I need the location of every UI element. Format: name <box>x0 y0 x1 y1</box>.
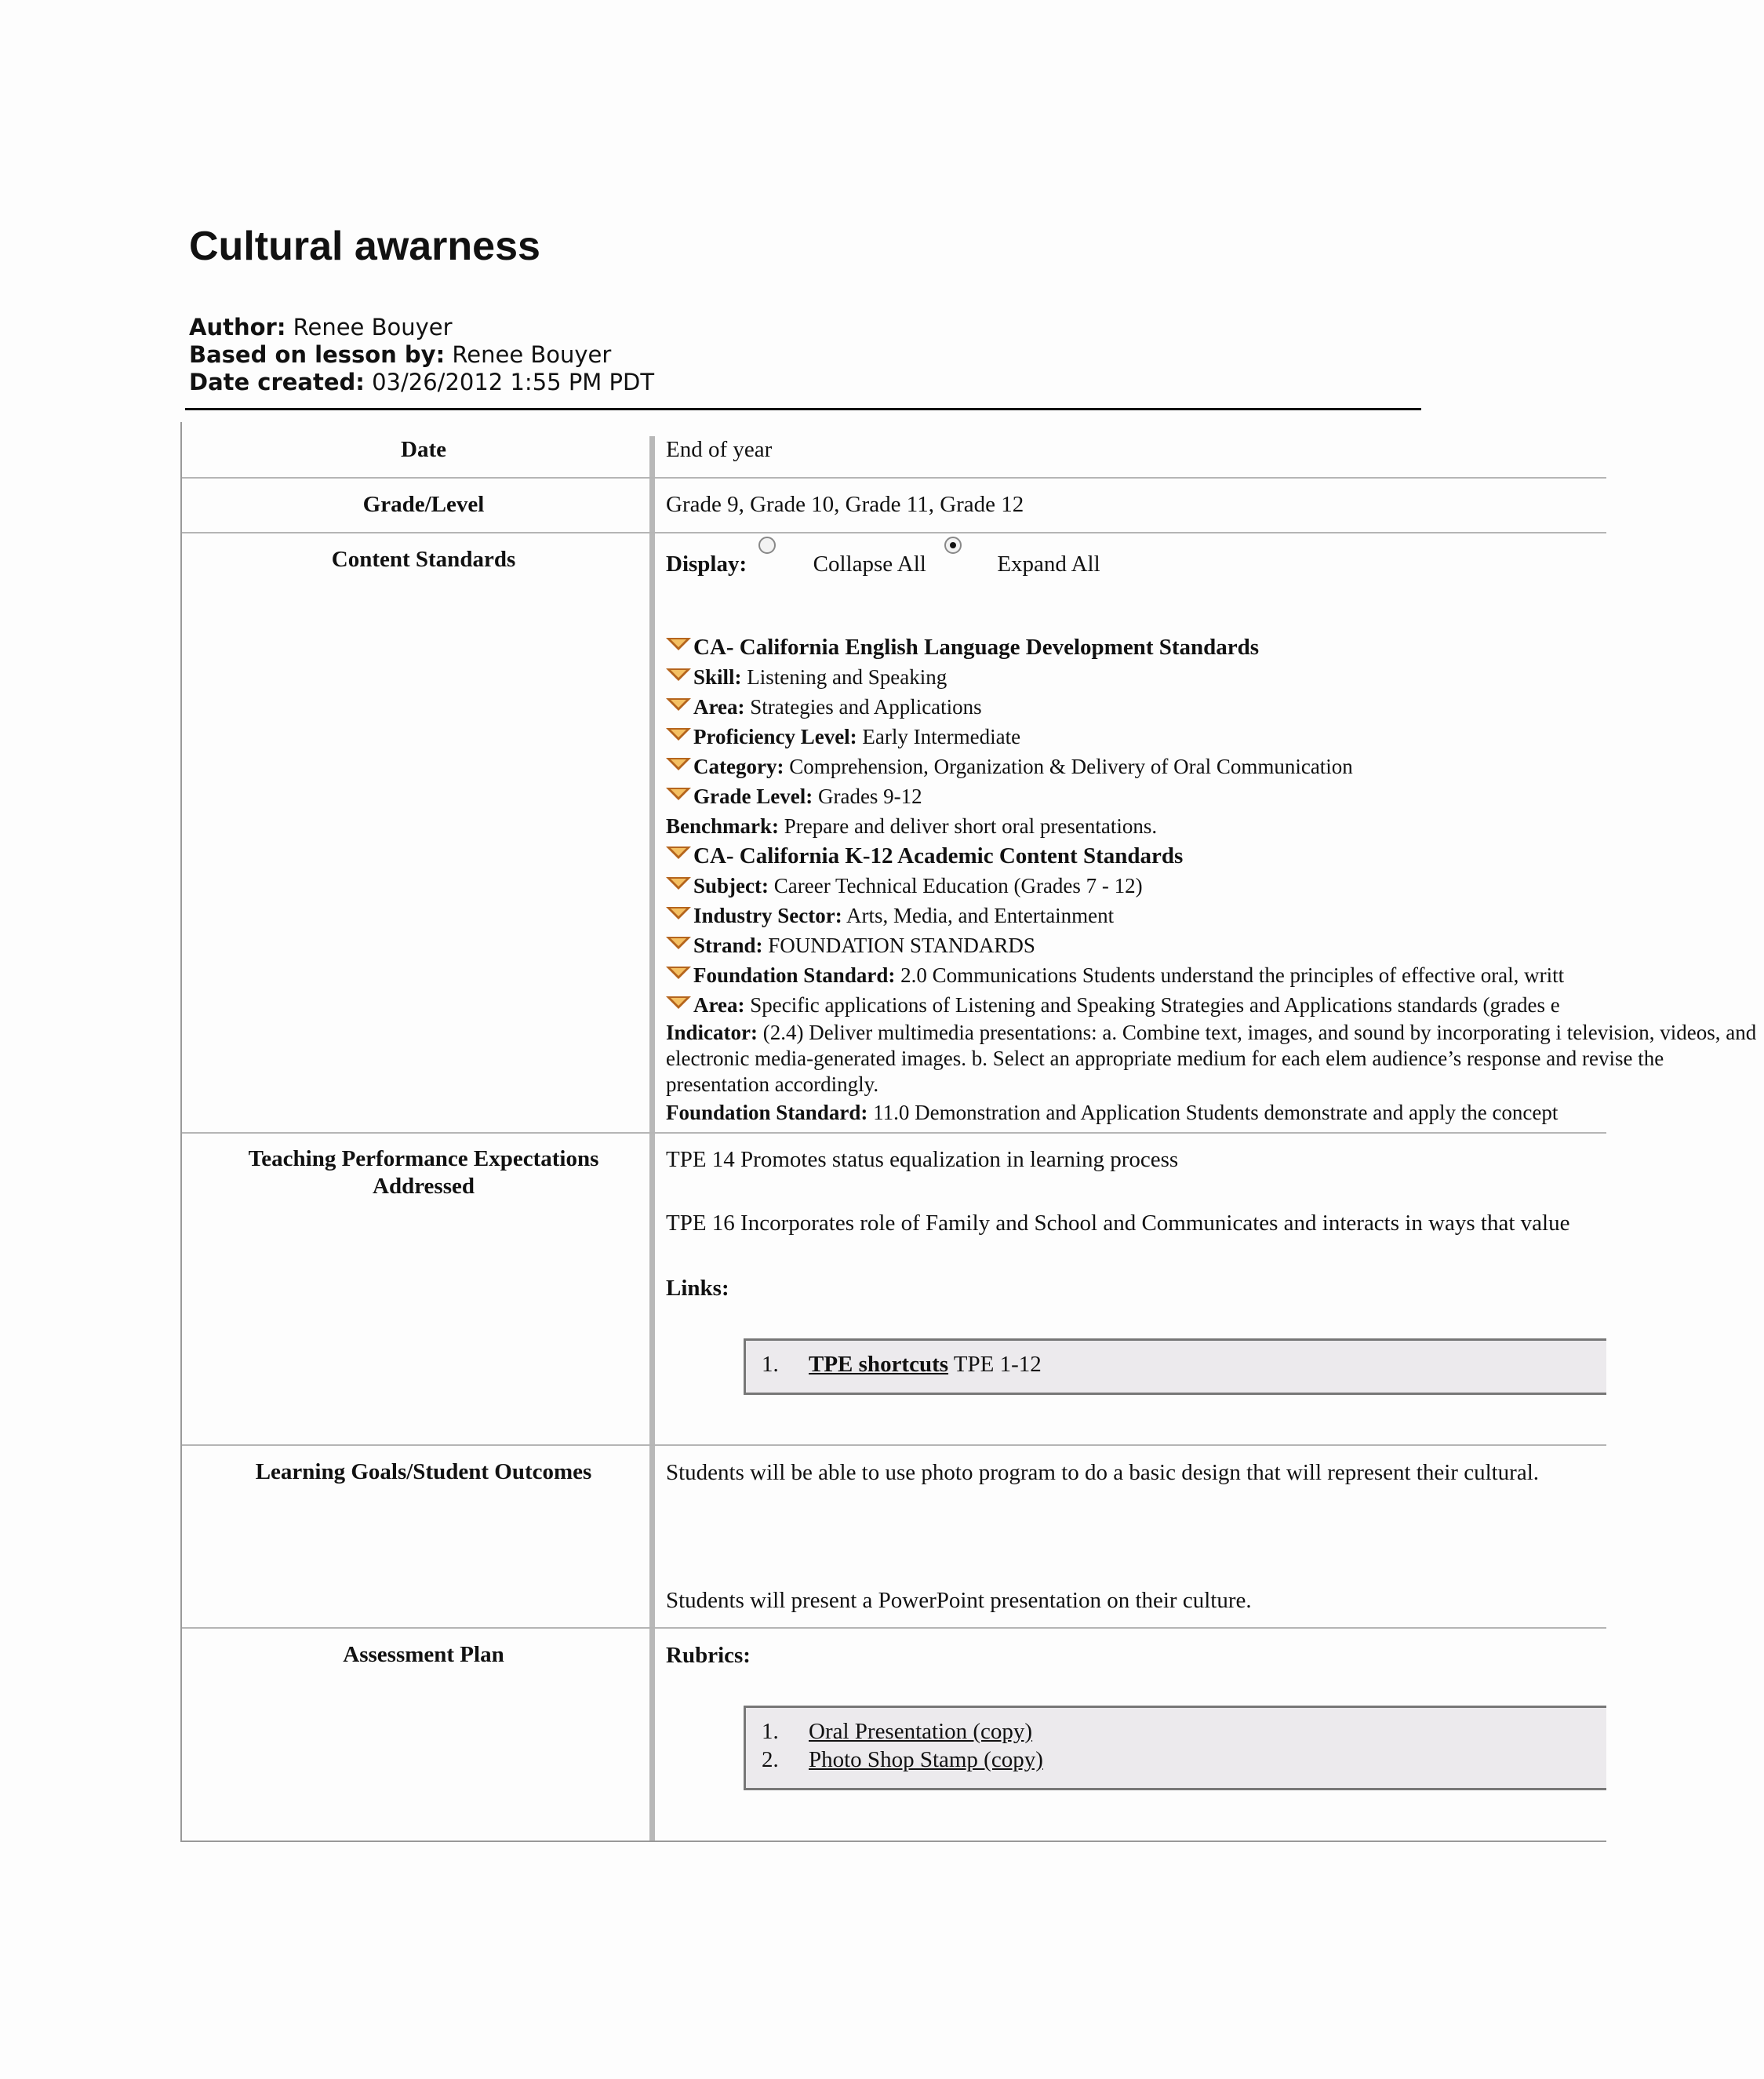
links-label: Links: <box>666 1276 729 1301</box>
expand-triangle-icon[interactable] <box>666 937 691 949</box>
display-toggle <box>666 552 1100 577</box>
standard-text: Early Intermediate <box>862 725 1021 748</box>
expand-triangle-icon[interactable] <box>666 788 691 800</box>
goal-line-1: Students will be able to use photo program to do a basic design that will represent their cultural. <box>666 1460 1540 1485</box>
expand-all-label[interactable]: Expand All <box>997 552 1100 577</box>
row-value-grade: Grade 9, Grade 10, Grade 11, Grade 12 <box>666 492 1024 517</box>
row-label-date: Date <box>401 437 446 462</box>
standard-line <box>666 752 1606 781</box>
row-divider <box>182 532 1606 533</box>
standard-line <box>666 871 1606 901</box>
row-divider <box>182 1627 1606 1629</box>
expand-triangle-icon[interactable] <box>666 728 691 741</box>
date-created-line <box>189 369 654 396</box>
standard-label: Grade Level: <box>693 785 813 808</box>
expand-triangle-icon[interactable] <box>666 877 691 890</box>
goal-line-2: Students will present a PowerPoint presentation on their culture. <box>666 1588 1252 1613</box>
photo-shop-stamp-link[interactable]: Photo Shop Stamp (copy) <box>809 1747 1043 1772</box>
expand-triangle-icon[interactable] <box>666 996 691 1009</box>
rubric-number: 1. <box>762 1719 779 1744</box>
standard-label: Foundation Standard: <box>693 963 896 987</box>
column-divider <box>649 436 655 1842</box>
tpe-shortcuts-link[interactable]: TPE shortcuts <box>809 1352 949 1377</box>
standard-text: Prepare and deliver short oral presentations. <box>784 814 1158 838</box>
standard-label: Skill: <box>693 665 742 689</box>
standard-line <box>666 692 1606 722</box>
collapse-all-radio[interactable] <box>758 537 776 554</box>
rubrics-box <box>744 1706 1606 1790</box>
standard-text: Comprehension, Organization & Delivery of Oral Communication <box>789 755 1353 778</box>
standard-label: Proficiency Level: <box>693 725 857 748</box>
author-label: Author: <box>189 314 286 340</box>
display-label: Display: <box>666 552 747 577</box>
standard-label: Foundation Standard: <box>666 1101 868 1124</box>
date-created-label: Date created: <box>189 369 365 395</box>
standard-text: 11.0 Demonstration and Application Students demonstrate and apply the concept <box>873 1101 1559 1124</box>
standard-label: CA- California K-12 Academic Content Standards <box>693 843 1184 868</box>
based-on-line <box>189 341 654 369</box>
link-item <box>762 1352 1042 1378</box>
row-value-date: End of year <box>666 437 773 462</box>
expand-triangle-icon[interactable] <box>666 847 691 859</box>
standard-line <box>666 841 1606 871</box>
row-label-assessment: Assessment Plan <box>343 1642 504 1667</box>
standard-text: Strategies and Applications <box>750 695 982 719</box>
rubric-item <box>762 1719 1032 1745</box>
author-value: Renee Bouyer <box>293 314 453 340</box>
rubrics-label: Rubrics: <box>666 1643 751 1668</box>
standard-text: Arts, Media, and Entertainment <box>846 904 1115 927</box>
standard-label: Category: <box>693 755 784 778</box>
standard-text: 2.0 Communications Students understand the principles of effective oral, writt <box>900 963 1565 987</box>
standard-line <box>666 722 1606 752</box>
row-divider <box>182 477 1606 479</box>
expand-triangle-icon[interactable] <box>666 668 691 681</box>
based-on-value: Renee Bouyer <box>452 341 612 368</box>
header-divider <box>185 408 1421 410</box>
standard-text: Grades 9-12 <box>817 785 922 808</box>
standard-line <box>666 930 1606 960</box>
link-suffix: TPE 1-12 <box>953 1352 1042 1377</box>
rubric-number: 2. <box>762 1747 779 1772</box>
standards-tree <box>666 632 1757 1127</box>
tpe-14-text: TPE 14 Promotes status equalization in learning process <box>666 1147 1179 1172</box>
standard-text: Career Technical Education (Grades 7 - 12) <box>773 874 1143 898</box>
row-label-grade: Grade/Level <box>362 492 485 517</box>
standard-text: FOUNDATION STANDARDS <box>768 934 1035 957</box>
standard-label: Subject: <box>693 874 769 898</box>
expand-triangle-icon[interactable] <box>666 907 691 919</box>
link-number: 1. <box>762 1352 779 1377</box>
lesson-meta <box>189 314 654 396</box>
lesson-table <box>180 422 1757 1842</box>
expand-triangle-icon[interactable] <box>666 698 691 711</box>
standard-text: (2.4) Deliver multimedia presentations: a. Combine text, images, and sound by incorporating i television, videos, and electronic media-generated images. b. Select an appropriate medium for each elem audience’s response and revise the presentation accordingly. <box>666 1021 1757 1096</box>
rubric-item <box>762 1747 1043 1773</box>
standard-label: Benchmark: <box>666 814 779 838</box>
row-label-content-standards: Content Standards <box>331 547 516 572</box>
page-title: Cultural awarness <box>189 224 540 269</box>
standard-line <box>666 781 1606 811</box>
row-divider <box>182 1444 1606 1446</box>
standard-label: CA- California English Language Development Standards <box>693 635 1260 660</box>
standard-line <box>666 1020 1764 1098</box>
tpe-16-text: TPE 16 Incorporates role of Family and School and Communicates and interacts in ways that value <box>666 1211 1570 1236</box>
expand-all-radio[interactable] <box>944 537 962 554</box>
collapse-all-label[interactable]: Collapse All <box>813 552 926 577</box>
row-divider <box>182 1132 1606 1134</box>
standard-line <box>666 632 1606 662</box>
expand-triangle-icon[interactable] <box>666 758 691 770</box>
standard-label: Area: <box>693 695 745 719</box>
standard-line <box>666 811 1606 841</box>
row-label-tpe: Teaching Performance Expectations Addressed <box>248 1146 599 1199</box>
date-created-value: 03/26/2012 1:55 PM PDT <box>372 369 655 395</box>
standard-text: Listening and Speaking <box>747 665 947 689</box>
standard-line <box>666 960 1606 990</box>
links-box <box>744 1338 1606 1395</box>
row-label-learning-goals: Learning Goals/Student Outcomes <box>255 1459 592 1484</box>
standard-label: Strand: <box>693 934 763 957</box>
standard-line <box>666 901 1606 930</box>
author-line <box>189 314 654 341</box>
standard-label: Area: <box>693 993 745 1017</box>
expand-triangle-icon[interactable] <box>666 638 691 650</box>
based-on-label: Based on lesson by: <box>189 341 446 368</box>
table-bottom-border <box>180 1841 1606 1842</box>
standard-label: Industry Sector: <box>693 904 842 927</box>
standard-line <box>666 662 1606 692</box>
expand-triangle-icon[interactable] <box>666 967 691 979</box>
standard-line <box>666 990 1606 1020</box>
standard-text: Specific applications of Listening and Speaking Strategies and Applications standards (grades e <box>750 993 1560 1017</box>
oral-presentation-link[interactable]: Oral Presentation (copy) <box>809 1719 1033 1744</box>
standard-label: Indicator: <box>666 1021 758 1044</box>
standard-line <box>666 1098 1606 1127</box>
